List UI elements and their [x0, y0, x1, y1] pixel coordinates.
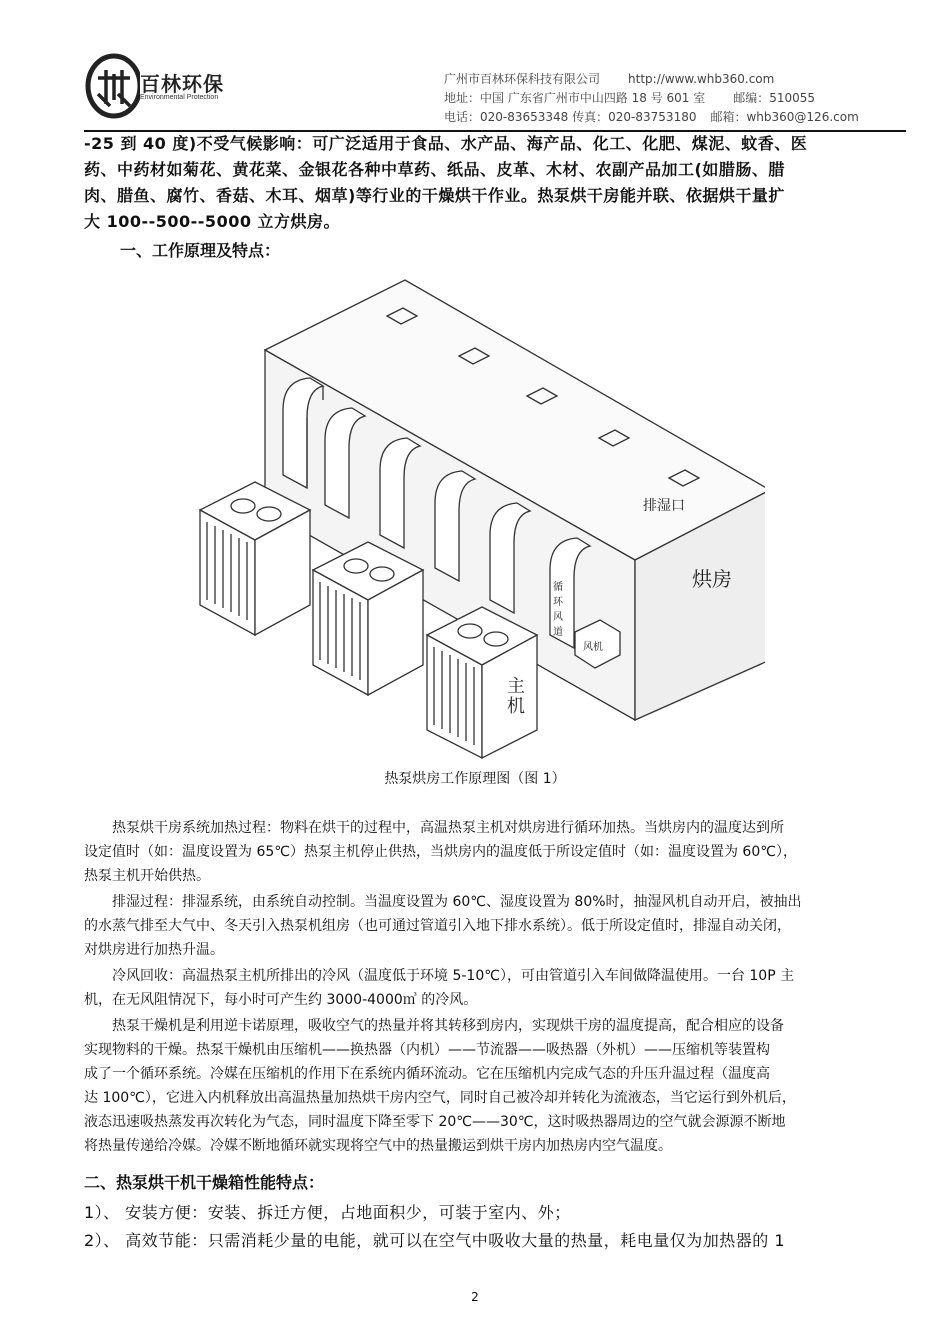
heat-pump-unit-1 [200, 482, 310, 635]
paragraph-line: 实现物料的干燥。热泵干燥机由压缩机——换热器（内机）——节流器——吸热器（外机）——压缩机等装置构 [84, 1042, 770, 1058]
paragraph-line: 达 100℃），它进入内机释放出高温热量加热烘干房内空气，同时自己被冷却并转化为流液态，当它运行到外机后， [84, 1090, 796, 1106]
paragraph-line: 机，在无风阻情况下，每小时可产生约 3000-4000㎥ 的冷风。 [84, 992, 478, 1008]
paragraph-line: 设定值时（如：温度设置为 65℃）热泵主机停止供热，当烘房内的温度低于所设定值时（如：温度设置为 60℃）， [84, 844, 797, 860]
company-info [444, 70, 859, 127]
company-website[interactable]: http://www.whb360.com [628, 72, 775, 86]
figure-caption: 热泵烘房工作原理图（图 1） [384, 771, 566, 787]
company-fax: 传真：020-83753180 [572, 110, 697, 124]
label-duct-char: 循 [553, 582, 563, 593]
intro-line: 大 100--500--5000 立方烘房。 [84, 212, 341, 231]
label-fan: 风机 [583, 642, 603, 653]
paragraph-line: 成了一个循环系统。冷媒在压缩机的作用下在系统内循环流动。它在压缩机内完成气态的升压升温过程（温度高 [84, 1066, 770, 1082]
paragraph-line: 热泵主机开始供热。 [84, 868, 210, 884]
paragraph-line: 的水蒸气排至大气中、冬天引入热泵机组房（也可通过管道引入地下排水系统）。低于所设定值时，排湿自动关闭， [84, 918, 791, 934]
label-main-unit: 机 [507, 696, 525, 717]
heat-pump-unit-2 [313, 542, 423, 695]
label-exhaust: 排湿口 [643, 498, 685, 514]
company-logo [84, 48, 294, 128]
letterhead [84, 48, 884, 132]
paragraph-line: 热泵烘干房系统加热过程：物料在烘干的过程中，高温热泵主机对烘房进行循环加热。当烘房内的温度达到所 [112, 820, 784, 836]
label-drying-room: 烘房 [692, 567, 732, 591]
intro-line: -25 到 40 度)不受气候影响：可广泛适用于食品、水产品、海产品、化工、化肥、煤泥、蚊香、医 [84, 134, 808, 153]
intro-line: 肉、腊鱼、腐竹、香菇、木耳、烟草)等行业的干燥烘干作业。热泵烘干房能并联、依据烘干量扩 [84, 186, 785, 205]
logo-emblem-icon [84, 48, 140, 120]
logo-subtitle: Environmental Protection [140, 94, 219, 101]
paragraph-line: 对烘房进行加热升温。 [84, 942, 224, 958]
label-duct-char: 风 [553, 612, 563, 623]
company-address: 地址：中国 广东省广州市中山四路 18 号 601 室 [444, 91, 706, 105]
paragraph-line: 冷风回收：高温热泵主机所排出的冷风（温度低于环境 5-10℃），可由管道引入车间做降温使用。一台 10P 主 [112, 968, 795, 984]
paragraph-line: 液态迅速吸热蒸发再次转化为气态，同时温度下降至零下 20℃——30℃，这时吸热器周边的空气就会源源不断地 [84, 1114, 786, 1130]
company-postcode: 邮编：510055 [733, 91, 816, 105]
intro-line: 药、中药材如菊花、黄花菜、金银花各种中草药、纸品、皮革、木材、农副产品加工(如腊肠、腊 [84, 160, 785, 179]
paragraph-line: 热泵干燥机是利用逆卡诺原理，吸收空气的热量并将其转移到房内，实现烘干房的温度提高，配合相应的设备 [112, 1018, 784, 1034]
company-email[interactable]: 邮箱：whb360@126.com [710, 110, 859, 124]
feature-item: 1）、 安装方便：安装、拆迁方便，占地面积少，可装于室内、外； [84, 1203, 571, 1222]
company-name: 广州市百林环保科技有限公司 [444, 72, 601, 86]
company-phone: 电话：020-83653348 [444, 110, 569, 124]
feature-item: 2）、 高效节能：只需消耗少量的电能，就可以在空气中吸收大量的热量，耗电量仅为加热器的 1 [84, 1231, 786, 1250]
paragraph-line: 排湿过程：排湿系统，由系统自动控制。当温度设置为 60℃、湿度设置为 80%时，抽湿风机自动开启，被抽出 [112, 894, 802, 910]
logo-name: 百林环保 [140, 72, 224, 96]
paragraph-line: 将热量传递给冷媒。冷媒不断地循环就实现将空气中的热量搬运到烘干房内加热房内空气温度。 [84, 1138, 672, 1154]
label-duct-char: 道 [553, 627, 563, 638]
section-title-features: 二、热泵烘干机干燥箱性能特点： [84, 1173, 325, 1192]
page-number: 2 [471, 1290, 479, 1304]
label-main-unit: 主 [507, 676, 525, 697]
section-title-principle: 一、工作原理及特点： [120, 241, 281, 260]
heat-pump-diagram [195, 260, 765, 760]
label-duct-char: 环 [553, 597, 563, 608]
